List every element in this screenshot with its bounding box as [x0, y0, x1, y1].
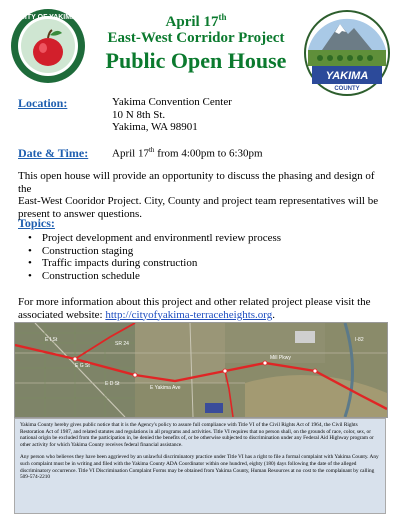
- date-time-label: Date & Time:: [18, 146, 89, 160]
- intersection-marker: [73, 357, 77, 361]
- venue-name: Yakima Convention Center: [112, 96, 232, 108]
- city-state-zip: Yakima, WA 98901: [112, 121, 198, 133]
- more-info-paragraph: For more information about this project and other related project please visit the associated website: http://cityofyakima-terraceheights.org.: [18, 296, 371, 321]
- list-item: • Traffic impacts during construction: [28, 257, 281, 270]
- project-name-heading: East-West Corridor Project: [107, 30, 285, 46]
- intersection-marker: [133, 373, 137, 377]
- map-street-label: E G St: [75, 363, 90, 369]
- notice-paragraph: Any person who believes they have been aggrieved by an unlawful discriminatory practice under Title VI has a right to file a formal complaint with Yakima County. Any such complaint must be in writing and filed with the Yakima County ADA Coordinator within one hundred, eighty (180) days following the date of the alleged discriminatory occurrence. Title VI Discrimination Complaint Forms may be obtained from Yakima County, Human Resources at no cost to the complainant by calling 509-574-2210: [20, 454, 379, 481]
- intersection-marker: [313, 369, 317, 373]
- list-item: • Construction staging: [28, 245, 281, 258]
- list-item: • Project development and environmentl review process: [28, 232, 281, 245]
- project-area-map: [14, 322, 388, 418]
- event-date-heading: April 17th: [165, 12, 227, 30]
- city-of-yakima-seal: [10, 8, 86, 84]
- location-address: [112, 96, 232, 134]
- topics-list: [28, 232, 281, 282]
- location-label: Location:: [18, 96, 68, 110]
- intersection-marker: [263, 361, 267, 365]
- project-website-link[interactable]: http://cityofyakima-terraceheights.org: [105, 308, 273, 321]
- topics-label: Topics:: [18, 216, 55, 230]
- svg-text:YAKIMA: YAKIMA: [325, 70, 369, 82]
- page-title: Public Open House: [105, 48, 287, 73]
- intersection-marker: [223, 369, 227, 373]
- map-street-label: Mill Pkwy: [270, 355, 291, 361]
- title-vi-notice: [14, 418, 386, 514]
- map-street-label: E D St: [105, 381, 120, 387]
- map-street-label: E Yakima Ave: [150, 385, 181, 391]
- map-street-label: SR 24: [115, 341, 129, 347]
- street-address: 10 N 8th St.: [112, 108, 166, 121]
- svg-text:CITY OF YAKIMA: CITY OF YAKIMA: [19, 14, 77, 21]
- notice-paragraph: Yakima County hereby gives public notice that it is the Agency's policy to assure full compliance with Title VI of the Civil Rights Act of 1964, the Civil Rights Restoration Act of 1987, and related statutes and regulations in all programs and activities. Title VI requires that no person shall, on the grounds of race, color, sex, or national origin be excluded from the participation in, be denied the benefits of, or be otherwise subjected to discrimination under any Federal Aid Highway program or other activity for which Yakima County receives federal financial assistance.: [20, 422, 374, 448]
- list-item: • Construction schedule: [28, 270, 281, 283]
- yakima-county-logo: [304, 10, 390, 96]
- map-street-label: I-82: [355, 337, 364, 343]
- intro-paragraph: This open house will provide an opportunity to discuss the phasing and design of the East-West Cooridor Project. City, County and project team representatives will be present to answer questions.: [18, 170, 379, 220]
- svg-text:COUNTY: COUNTY: [334, 86, 360, 92]
- map-street-label: E I St: [45, 337, 58, 343]
- date-time-value: April 17th from 4:00pm to 6:30pm: [112, 146, 263, 160]
